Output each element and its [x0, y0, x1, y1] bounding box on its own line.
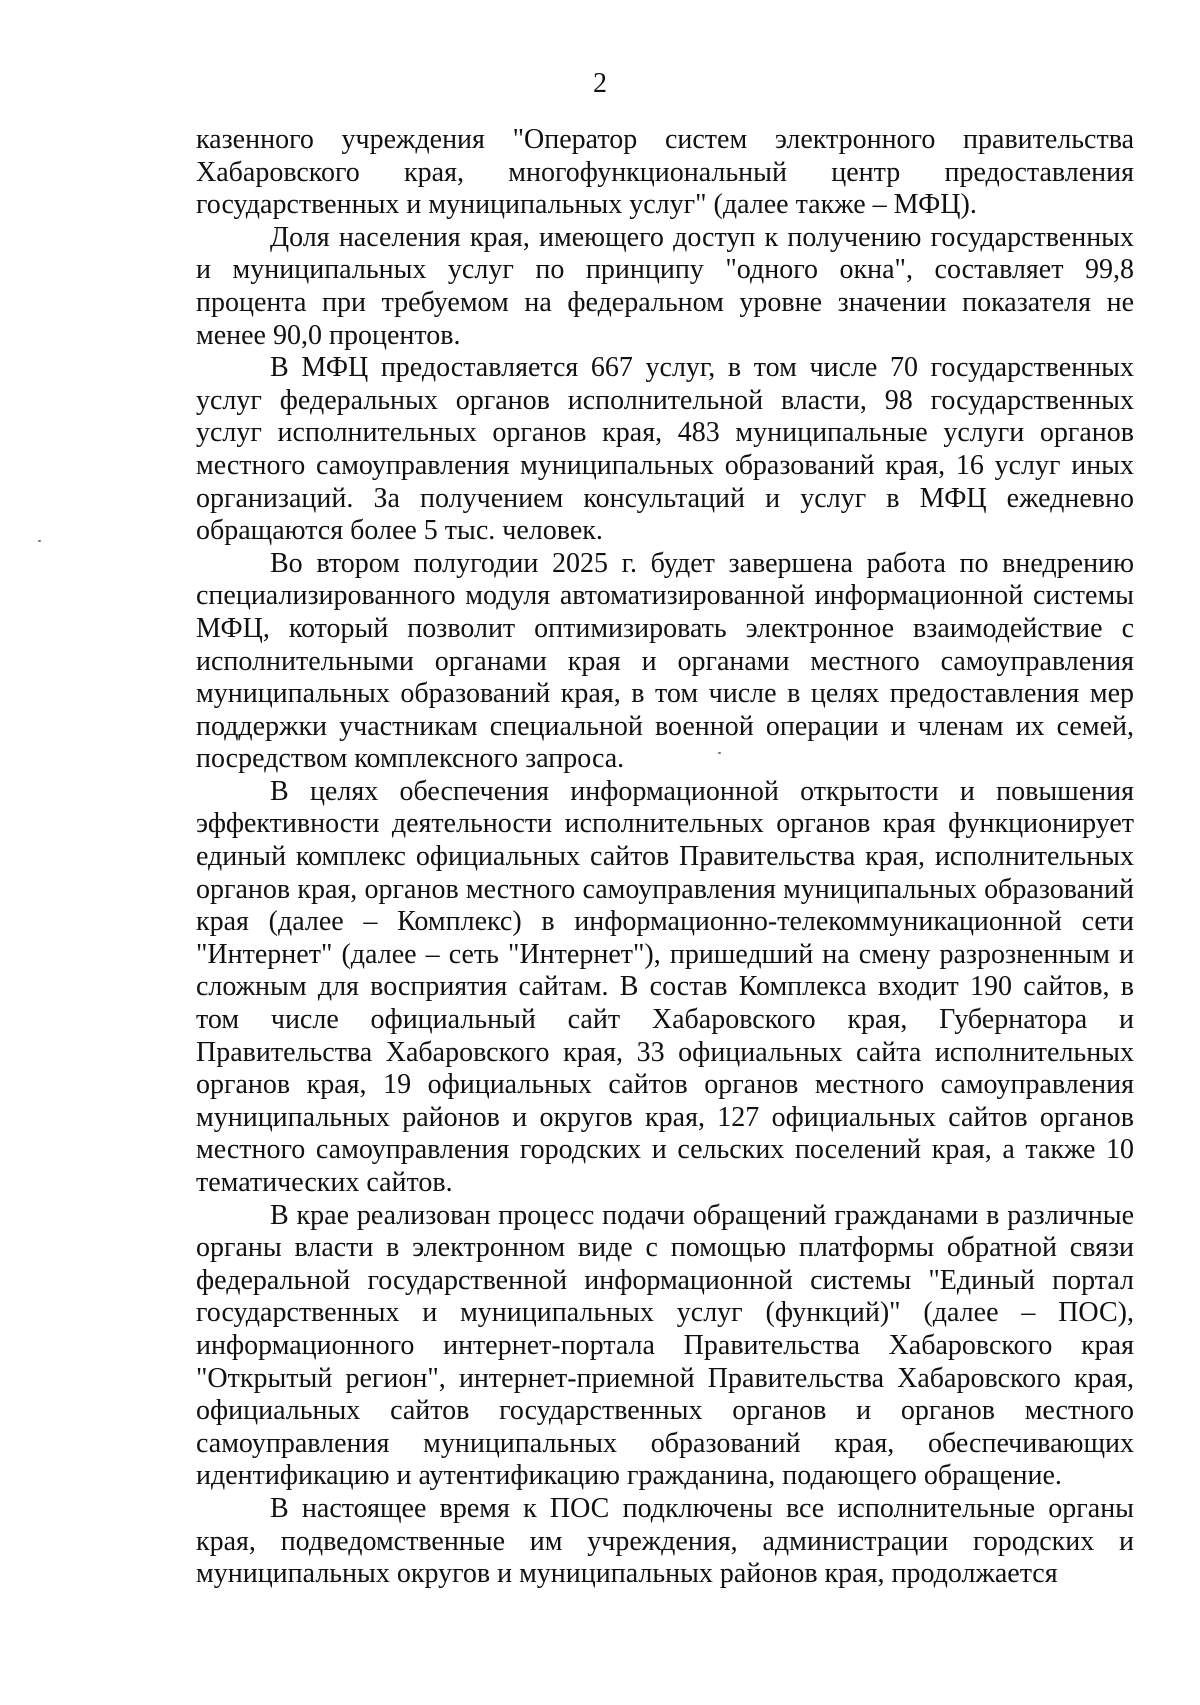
paragraph-mfc-name: казенного учреждения "Оператор систем электронного правительства Хабаровского края, многофункциональный центр предоставления государственных и муниципальных услуг" (далее также – МФЦ).	[196, 124, 1134, 221]
paragraph-ais-module: Во втором полугодии 2025 г. будет завершена работа по внедрению специализированного модуля автоматизированной информационной системы МФЦ, который позволит оптимизировать электронное взаимодействие с исполнительными органами края и органами местного самоуправления муниципальных образований края, в том числе в целях предоставления мер поддержки участникам специальной военной операции и членам их семей, посредством комплексного запроса.	[196, 547, 1134, 775]
paragraph-mfc-services: В МФЦ предоставляется 667 услуг, в том числе 70 государственных услуг федеральных органов исполнительной власти, 98 государственных услуг исполнительных органов края, 483 муниципальные услуги органов местного самоуправления муниципальных образований края, 16 услуг иных организаций. За получением консультаций и услуг в МФЦ ежедневно обращаются более 5 тыс. человек.	[196, 352, 1134, 547]
scan-speck	[38, 540, 41, 542]
paragraph-pos-connection: В настоящее время к ПОС подключены все исполнительные органы края, подведомственные им учреждения, администрации городских и муниципальных округов и муниципальных районов края, продолжается	[196, 1492, 1134, 1590]
paragraph-one-window-access: Доля населения края, имеющего доступ к получению государственных и муниципальных услуг по принципу "одного окна", составляет 99,8 процента при требуемом на федеральном уровне значении показателя не менее 90,0 процентов.	[196, 221, 1134, 351]
document-body	[196, 124, 1134, 1591]
paragraph-citizen-appeals: В крае реализован процесс подачи обращений гражданами в различные органы власти в электронном виде с помощью платформы обратной связи федеральной государственной информационной системы "Единый портал государственных и муниципальных услуг (функций)" (далее – ПОС), информационного интернет-портала Правительства Хабаровского края "Открытый регион", интернет-приемной Правительства Хабаровского края, официальных сайтов государственных органов и органов местного самоуправления муниципальных образований края, обеспечивающих идентификацию и аутентификацию гражданина, подающего обращение.	[196, 1199, 1134, 1492]
paragraph-official-sites-complex: В целях обеспечения информационной открытости и повышения эффективности деятельности исполнительных органов края функционирует единый комплекс официальных сайтов Правительства края, исполнительных органов края, органов местного самоуправления муниципальных образований края (далее – Комплекс) в информационно-телекоммуникационной сети "Интернет" (далее – сеть "Интернет"), пришедший на смену разрозненным и сложным для восприятия сайтам. В состав Комплекса входит 190 сайтов, в том числе официальный сайт Хабаровского края, Губернатора и Правительства Хабаровского края, 33 официальных сайта исполнительных органов края, 19 официальных сайтов органов местного самоуправления муниципальных районов и округов края, 127 официальных сайтов органов местного самоуправления городских и сельских поселений края, а также 10 тематических сайтов.	[196, 775, 1134, 1198]
scan-speck	[718, 752, 721, 754]
page-number: 2	[593, 68, 607, 99]
